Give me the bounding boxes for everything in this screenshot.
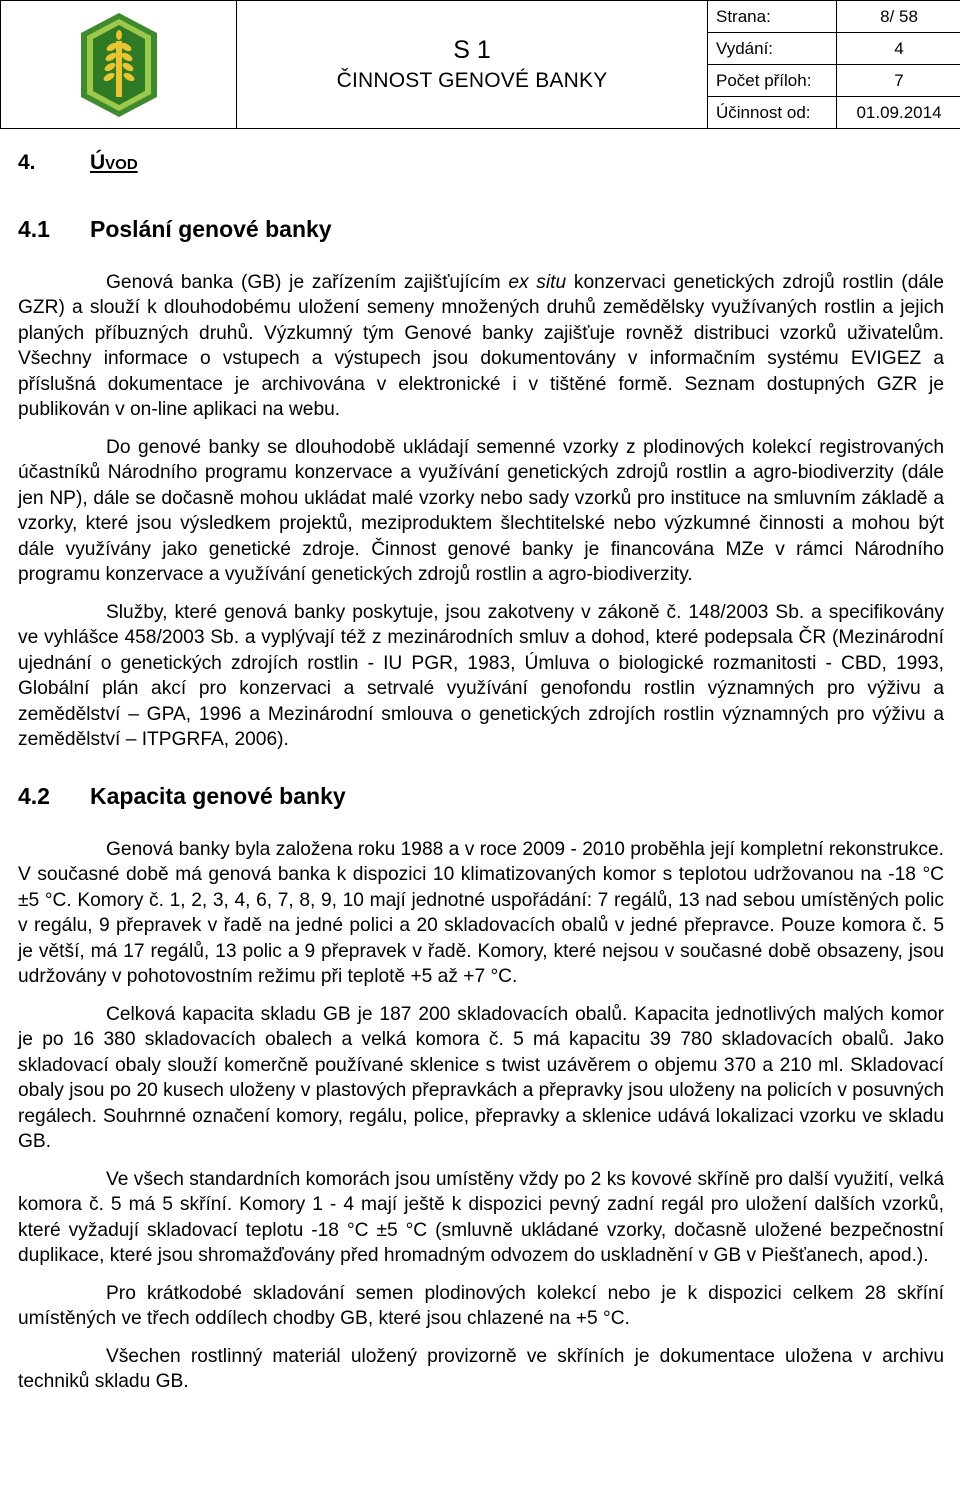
meta-table <box>708 1 960 128</box>
section-title: Kapacita genové banky <box>90 782 346 809</box>
logo-cell <box>1 1 237 129</box>
meta-label: Strana: <box>708 1 837 33</box>
document-body <box>18 140 944 1395</box>
meta-value: 4 <box>837 33 960 65</box>
section-number: 4.1 <box>18 215 50 242</box>
section-title: Poslání genové banky <box>90 215 332 242</box>
paragraph: Pro krátkodobé skladování semen plodinových kolekcí nebo je k dispozici celkem 28 skříní umístěných ve třech oddílech chodby GB, které jsou chlazené na +5 °C. <box>18 1282 944 1329</box>
section-number: 4.2 <box>18 782 50 809</box>
header-table <box>0 0 960 129</box>
meta-label: Účinnost od: <box>716 102 811 122</box>
meta-value: 01.09.2014 <box>837 97 960 129</box>
meta-value: 8/ 58 <box>837 1 960 33</box>
paragraph: Ve všech standardních komorách jsou umístěny vždy po 2 ks kovové skříně pro další využití, velká komora č. 5 má 5 skříní. Komory 1 - 4 mají ještě k dispozici pevný zadní regál pro uložení dalších vzorků, které vyžadují skladovací teplotu -18 °C ±5 °C (smluvně ukládané vzorky, dočasně uložené bezpečnostní duplikace, které jsou shromažďovány před hromadným odvozem do uskladnění v GB v Piešťanech, apod.). <box>18 1168 944 1266</box>
chapter-number: 4. <box>18 151 36 174</box>
document-title: ČINNOST GENOVÉ BANKY <box>336 68 608 92</box>
paragraph: Všechen rostlinný materiál uložený provizorně ve skříních je dokumentace uložena v archivu techniků skladu GB. <box>18 1345 944 1392</box>
meta-cell <box>708 1 960 129</box>
meta-label: Počet příloh: <box>708 65 837 97</box>
paragraph: Genová banky byla založena roku 1988 a v roce 2009 - 2010 proběhla její kompletní rekonstrukce. V současné době má genová banka k dispozici 10 klimatizovaných komor s teplotou udržovanou na -18 °C ±5 °C. Komory č. 1, 2, 3, 4, 6, 7, 8, 9, 10 mají jednotné uspořádání: 7 regálů, 13 nad sebou umístěných polic v regálu, 9 přepravek v řadě na jedné polici a 20 skladovacích obalů v jedné přepravce. Pouze komora č. 5 je větší, má 17 regálů, 13 polic a 9 přepravek v řadě. Komory, které nejsou v současné době obsazeny, jsou udržovány v pohotovostním režimu při teplotě +5 až +7 °C. <box>18 838 944 987</box>
document-code: S 1 <box>453 35 491 64</box>
paragraph-text: konzervaci genetických zdrojů rostlin (dále GZR) a slouží k dlouhodobému uložení semeny množených druhů zemědělsky využívaných rostlin a jejich planých příbuzných druhů. Výzkumný tým Genové banky zajišťuje rovněž distribuci vzorků uživatelům. Všechny informace o vstupech a výstupech jsou dokumentovány v informačním systému EVIGEZ a příslušná dokumentace je archivována v elektronické i v tištěné formě. Seznam dostupných GZR je publikován v on-line aplikaci na webu. <box>18 271 944 420</box>
section-heading <box>18 214 944 244</box>
document-header <box>0 0 960 127</box>
meta-label: Vydání: <box>708 33 837 65</box>
title-cell <box>237 1 708 129</box>
meta-row-page <box>708 1 960 33</box>
meta-value: 7 <box>837 65 960 97</box>
paragraph: Celková kapacita skladu GB je 187 200 skladovacích obalů. Kapacita jednotlivých malých komor je po 16 380 skladovacích obalech a velká komora č. 5 má kapacitu 39 780 skladovacích obalů. Jako skladovací obaly slouží komerčně používané sklenice s twist uzávěrem o objemu 370 a 210 ml. Skladovací obaly jsou po 20 kusech uloženy v plastových přepravkách a přepravky jsou uloženy na policích v posuvných regálech. Souhrnné označení komory, regálu, police, přepravky a sklenice udává lokalizaci vzorku ve skladu GB. <box>18 1003 944 1152</box>
gene-bank-logo-icon <box>79 11 159 119</box>
paragraph: Do genové banky se dlouhodobě ukládají semenné vzorky z plodinových kolekcí registrovaných účastníků Národního programu konzervace a využívání genetických zdrojů rostlin a agro-biodiverzity (dále jen NP), dále se dočasně mohou ukládat malé vzorky nebo sady vzorků pro instituce na smluvním základě a vzorky, které jsou výsledkem projektů, meziproduktem šlechtitelské nebo výzkumné činnosti a mohou být dále využívány jako genetické zdroje. Činnost genové banky je financována MZe v rámci Národního programu konzervace a využívání genetických zdrojů rostlin a agro-biodiverzity. <box>18 436 944 585</box>
chapter-title: Úvod <box>90 151 138 174</box>
section-heading <box>18 781 944 811</box>
chapter-heading <box>18 150 944 176</box>
meta-row-attachments <box>708 65 960 97</box>
paragraph-emphasis: ex situ <box>508 271 567 293</box>
meta-row-edition <box>708 33 960 65</box>
paragraph-text: Genová banka (GB) je zařízením zajišťujícím <box>106 271 509 293</box>
paragraph: Služby, které genová banky poskytuje, jsou zakotveny v zákoně č. 148/2003 Sb. a specifikovány ve vyhlášce 458/2003 Sb. a vyplývají též z mezinárodních smluv a dohod, které podepsala ČR (Mezinárodní ujednání o genetických zdrojích rostlin - IU PGR, 1983, Úmluva o biologické rozmanitosti - CBD, 1993, Globální plán akcí pro konzervaci a setrvalé využívání genofondu rostlin významných pro výživu a zemědělství – GPA, 1996 a Mezinárodní smlouva o genetických zdrojích rostlin významných pro výživu a zemědělství – ITPGRFA, 2006). <box>18 601 944 750</box>
meta-row-effective <box>708 97 960 129</box>
paragraph <box>18 270 944 423</box>
